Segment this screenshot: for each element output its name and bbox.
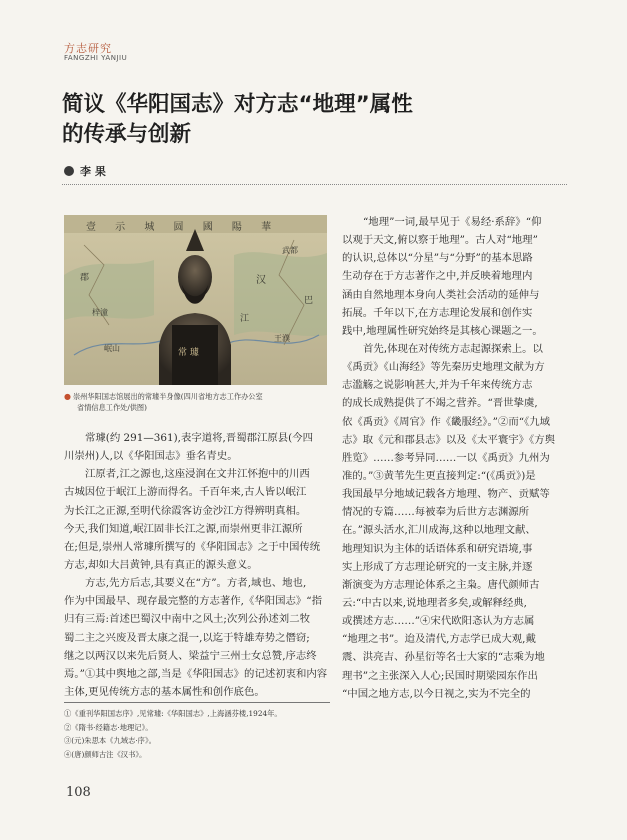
text-line: 作为中国最早、现存最完整的方志著作,《华阳国志》“指 xyxy=(64,595,322,608)
text-line: 准的。”③黄苇先生更直接判定:“(《禹贡》)是 xyxy=(342,469,536,482)
text-line: 志》取《元和郡县志》以及《太平寰宇》《方舆 xyxy=(342,433,556,446)
footnote-divider xyxy=(64,702,330,703)
text-line: 以观于天文,俯以察于地理”。古人对“地理” xyxy=(342,234,538,247)
text-line: “地理之书”。迨及清代,方志学已成大观,戴 xyxy=(342,633,536,646)
text-line: 涵由自然地理本身向人类社会活动的延伸与 xyxy=(342,288,540,301)
text-line: 今天,我们知道,岷江固非长江之源,而崇州更非江源所 xyxy=(64,522,303,535)
text-line: 在;但是,崇州人常璩所撰写的《华阳国志》之于中国传统 xyxy=(64,540,321,553)
text-line: 焉。”①其中舆地之部,当是《华阳国志》的记述初衷和内容 xyxy=(64,667,328,680)
left-column xyxy=(64,429,328,701)
text-line: “地理”一词,最早见于《易经·系辞》“仰 xyxy=(363,216,542,228)
figure-caption xyxy=(64,391,328,413)
text-line: 方志,却如大吕黄钟,具有真正的源头意义。 xyxy=(64,558,258,571)
map-label-4: 王濮 xyxy=(274,334,290,343)
text-line: 方志,先方后志,其要义在“方”。方者,域也、地也, xyxy=(85,577,307,590)
text-line: 江原者,江之源也,这座浸润在文井江怀抱中的川西 xyxy=(85,468,310,481)
text-line: 我国最早分地域记载各方地理、物产、贡赋等 xyxy=(342,488,550,501)
bullet-icon xyxy=(64,166,74,176)
section-title-cn: 方志研究 xyxy=(64,42,112,55)
text-line: 实上形成了方志理论研究的一支主脉,并逐 xyxy=(342,560,533,573)
map-banner-text: 壹 示 城 圆 國 陽 華 xyxy=(86,222,280,233)
footnote-1: ①《重刊华阳国志序》,见常璩:《华阳国志》,上海涵芬楼,1924年。 xyxy=(64,709,282,718)
text-line: 的认识,总体以“分星”与“分野”的基本思路 xyxy=(342,252,533,265)
text-line: 地理知识为主体的话语体系和研究语境,事 xyxy=(342,542,533,555)
text-line: 渐演变为方志理论体系之主枭。唐代颜师古 xyxy=(342,578,540,591)
text-line: 常璩(约 291—361),表字道将,晋蜀郡江原县(今四 xyxy=(85,432,313,444)
footnote-4: ④(唐)颜师古注《汉书》。 xyxy=(64,749,147,759)
footnotes xyxy=(64,707,344,761)
text-line: 继之以两汉以来先后贤人、梁益宁三州士女总赞,序志终 xyxy=(64,649,317,662)
map-label-7: 江 xyxy=(240,314,250,324)
caption-bullet-icon: ● xyxy=(64,392,71,401)
text-line: 主体,更见传统方志的基本属性和创作底色。 xyxy=(64,685,265,698)
map-label-8: 巴 xyxy=(304,296,314,306)
text-line: 拓展。千年以下,在方志理论发展和创作实 xyxy=(342,306,533,319)
figure-photo xyxy=(64,215,327,385)
bust-plaque-text: 常 璩 xyxy=(178,348,199,358)
map-label-1: 郡 xyxy=(80,273,90,283)
map-label-2: 汉 xyxy=(256,275,266,286)
text-line: 《禹贡》《山海经》等先秦历史地理文献为方 xyxy=(342,361,545,374)
footnote-3: ③(元)朱思本《九域志·序》。 xyxy=(64,736,156,745)
text-line: 生动存在于方志著作之中,并反映着地理内 xyxy=(342,270,533,283)
section-title-en: FANGZHI YANJIU xyxy=(64,54,128,62)
text-line: 的成长成熟提供了不竭之营养。“晋世挚虞, xyxy=(342,397,538,410)
text-line: 理书”之主张深入人心;民国时期梁园东作出 xyxy=(342,669,538,682)
title-line-2: 的传承与创新 xyxy=(62,122,192,147)
text-line: 践中,地理属性研究始终是其核心课题之一。 xyxy=(342,324,543,337)
text-line: 或撰述方志……”④宋代欧阳忞认为方志属 xyxy=(342,615,535,628)
dotted-divider xyxy=(62,184,567,185)
text-line: 震、洪亮吉、孙星衍等名士大家的“志乘为地 xyxy=(342,651,545,664)
article-title xyxy=(62,90,542,150)
page-number: 108 xyxy=(66,785,91,800)
text-line: 志滥觞之说影响甚大,并为千年来传统方志 xyxy=(342,379,533,392)
author-name: 李 果 xyxy=(80,165,106,178)
text-line: 古城因位于岷江上游而得名。千百年来,古人皆以岷江 xyxy=(64,486,307,499)
text-line: 情况的专篇……每被奉为后世方志渊源所 xyxy=(342,506,530,519)
text-line: “中国之地方志,以今日视之,实为不完全的 xyxy=(342,687,531,700)
text-line: 首先,体现在对传统方志起源探索上。以 xyxy=(363,342,543,355)
text-line: 依《禹贡》《周官》作《畿服经》。”②而“《九域 xyxy=(342,415,551,428)
caption-line-1: 崇州华阳国志馆展出的常璩半身像(四川省地方志工作办公室 xyxy=(72,392,263,401)
map-label-5: 梓潼 xyxy=(92,308,108,317)
footnote-2: ②《隋书·经籍志·地理记》。 xyxy=(64,722,153,732)
text-line: 归有三焉:首述巴蜀汉中南中之风土;次列公孙述刘二牧 xyxy=(64,613,310,626)
author-byline xyxy=(64,163,106,179)
map-label-3: 武都 xyxy=(282,246,298,255)
text-line: 蜀二主之兴废及晋太康之混一,以迄于特雄寿势之僭窃; xyxy=(64,631,310,644)
text-line: 为长江之正源,至明代徐霞客访金沙江方得辨明真相。 xyxy=(64,504,307,517)
right-column xyxy=(342,213,568,703)
caption-line-2: 省情信息工作处/供图) xyxy=(77,403,147,412)
map-label-6: 岷山 xyxy=(104,344,120,353)
text-line: 云:“中古以来,说地理者多矣,或解释经典, xyxy=(342,596,527,609)
text-line: 在。”源头活水,汇川成海,这种以地理文献、 xyxy=(342,524,536,537)
text-line: 川崇州)人,以《华阳国志》垂名青史。 xyxy=(64,450,238,463)
text-line: 胜览》……参考异同……一以《禹贡》九州为 xyxy=(342,451,550,464)
title-line-1: 简议《华阳国志》对方志“地理”属性 xyxy=(62,92,413,117)
